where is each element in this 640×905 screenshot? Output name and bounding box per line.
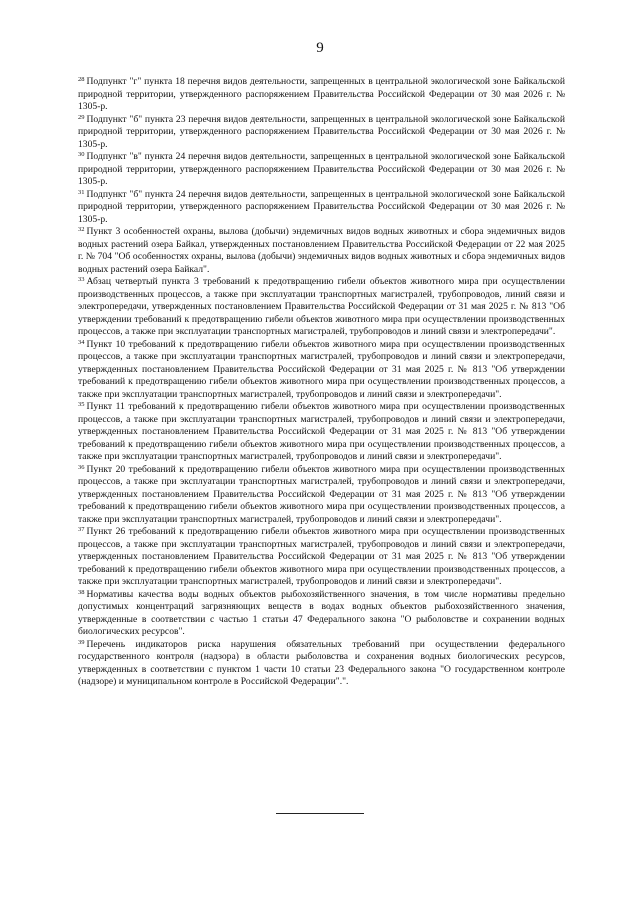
footnote-number: 32 <box>78 226 85 233</box>
footnote-number: 33 <box>78 276 85 283</box>
page-number: 9 <box>316 40 324 56</box>
footnote-text: Подпункт "в" пункта 24 перечня видов деятельности, запрещенных в центральной экологической зоне Байкальской природной территории, утвержденного распоряжением Правительства Российской Федерации от 30 мая 2026 г. № 1305-р. <box>78 151 565 187</box>
footnote-37 <box>78 526 565 589</box>
footnote-text: Пункт 26 требований к предотвращению гибели объектов животного мира при осуществлении производственных процессов, а также при эксплуатации транспортных магистралей, трубопроводов и линий связи и электропередачи, утвержденных постановлением Правительства Российской Федерации от 31 мая 2025 г. № 813 "Об утверждении требований к предотвращению гибели объектов животного мира при осуществлении производственных процессов, а также при эксплуатации транспортных магистралей, трубопроводов и линий связи и электропередачи". <box>78 526 565 587</box>
footnote-32 <box>78 226 565 276</box>
footnote-text: Пункт 11 требований к предотвращению гибели объектов животного мира при осуществлении производственных процессов, а также при эксплуатации транспортных магистралей, трубопроводов и линий связи и электропередачи, утвержденных постановлением Правительства Российской Федерации от 31 мая 2025 г. № 813 "Об утверждении требований к предотвращению гибели объектов животного мира при осуществлении производственных процессов, а также при эксплуатации транспортных магистралей, трубопроводов и линий связи и электропередачи". <box>78 401 565 462</box>
footnote-text: Подпункт "б" пункта 23 перечня видов деятельности, запрещенных в центральной экологической зоне Байкальской природной территории, утвержденного распоряжением Правительства Российской Федерации от 30 мая 2026 г. № 1305-р. <box>78 113 565 150</box>
footnote-34 <box>78 339 565 402</box>
footnote-number: 34 <box>78 338 85 346</box>
footnote-text: Пункт 10 требований к предотвращению гибели объектов животного мира при осуществлении производственных процессов, а также при эксплуатации транспортных магистралей, трубопроводов и линий связи и электропередачи, утвержденных постановлением Правительства Российской Федерации от 31 мая 2025 г. № 813 "Об утверждении требований к предотвращению гибели объектов животного мира при осуществлении производственных процессов, а также при эксплуатации транспортных магистралей, трубопроводов и линий связи и электропередачи". <box>78 338 565 400</box>
footnote-number: 30 <box>78 151 85 158</box>
footnote-text: Подпункт "г" пункта 18 перечня видов деятельности, запрещенных в центральной экологической зоне Байкальской природной территории, утвержденного распоряжением Правительства Российской Федерации от 30 мая 2026 г. № 1305-р. <box>78 76 565 112</box>
footnote-number: 39 <box>78 638 85 646</box>
footnote-number: 29 <box>78 113 85 121</box>
footnote-text: Пункт 20 требований к предотвращению гибели объектов животного мира при осуществлении производственных процессов, а также при эксплуатации транспортных магистралей, трубопроводов и линий связи и электропередачи, утвержденных постановлением Правительства Российской Федерации от 31 мая 2025 г. № 813 "Об утверждении требований к предотвращению гибели объектов животного мира при осуществлении производственных процессов, а также при эксплуатации транспортных магистралей, трубопроводов и линий связи и электропередачи". <box>78 463 565 525</box>
footnote-text: Нормативы качества воды водных объектов рыбохозяйственного значения, в том числе нормативы предельно допустимых концентраций загрязняющих веществ в водах водных объектов рыбохозяйственного значения, утвержденные в соответствии с частью 1 статьи 47 Федерального закона "О рыболовстве и сохранении водных биологических ресурсов". <box>78 588 565 637</box>
footnote-text: Пункт 3 особенностей охраны, вылова (добычи) эндемичных видов водных животных и сбора эндемичных видов водных растений озера Байкал, утвержденных постановлением Правительства Российской Федерации от 22 мая 2025 г. № 704 "Об особенностях охраны, вылова (добычи) эндемичных видов водных животных и сбора эндемичных видов водных растений озера Байкал". <box>78 226 565 275</box>
footnote-30 <box>78 151 565 189</box>
footnote-text: Подпункт "б" пункта 24 перечня видов деятельности, запрещенных в центральной экологической зоне Байкальской природной территории, утвержденного распоряжением Правительства Российской Федерации от 30 мая 2026 г. № 1305-р. <box>78 188 565 225</box>
footnote-number: 38 <box>78 588 85 596</box>
footnote-35 <box>78 401 565 464</box>
footnote-29 <box>78 114 565 152</box>
footnote-text: Перечень индикаторов риска нарушения обязательных требований при осуществлении федерального государственного контроля (надзора) в области рыболовства и сохранения водных биологических ресурсов, утвержденных в соответствии с пунктом 1 части 10 статьи 23 Федерального закона "О государственном контроле (надзоре) и муниципальном контроле в Российской Федерации".". <box>78 638 565 687</box>
footnote-39 <box>78 639 565 689</box>
footnote-text: Абзац четвертый пункта 3 требований к предотвращению гибели объектов животного мира при осуществлении производственных процессов, а также при эксплуатации транспортных магистралей, трубопроводов, линий связи и электропередачи, утвержденных постановлением Правительства Российской Федерации от 31 мая 2025 г. № 813 "Об утверждении требований к предотвращению гибели объектов животного мира при осуществлении производственных процессов, а также при эксплуатации транспортных магистралей, трубопроводов и линий связи и электропередачи". <box>78 276 565 337</box>
footnote-31 <box>78 189 565 227</box>
footnotes-block <box>78 76 565 689</box>
footnote-number: 36 <box>78 463 85 471</box>
closing-rule <box>276 813 364 814</box>
footnote-number: 31 <box>78 188 85 196</box>
footnote-38 <box>78 589 565 639</box>
footnote-number: 35 <box>78 401 85 408</box>
footnote-36 <box>78 464 565 527</box>
footnote-28 <box>78 76 565 114</box>
footnote-number: 37 <box>78 526 85 533</box>
footnote-number: 28 <box>78 76 85 83</box>
footnote-33 <box>78 276 565 339</box>
